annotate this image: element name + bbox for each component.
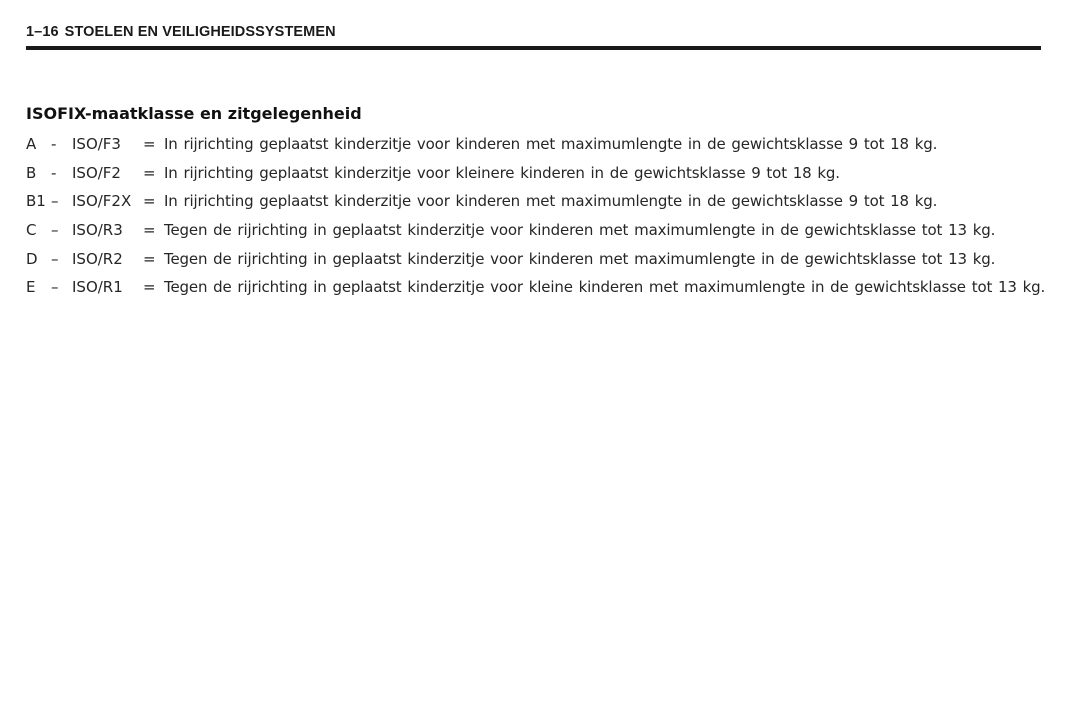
separator-dash: –: [51, 192, 59, 211]
separator-dash: –: [51, 221, 59, 240]
isofix-size-list: [26, 130, 1056, 302]
separator-dash: -: [51, 163, 57, 182]
iso-code: ISO/R1: [72, 278, 123, 297]
iso-code: ISO/R3: [72, 221, 123, 240]
header-divider: [26, 46, 1041, 50]
size-description: Tegen de rijrichting in geplaatst kinderzitje voor kinderen met maximumlengte in de gewichtsklasse tot 13 kg.: [164, 249, 996, 268]
equals-sign: =: [143, 249, 156, 268]
list-item: [26, 244, 1056, 273]
size-class: B1: [26, 192, 46, 211]
page-header: [26, 22, 1040, 42]
size-description: In rijrichting geplaatst kinderzitje voor kinderen met maximumlengte in de gewichtsklasse 9 tot 18 kg.: [164, 135, 938, 154]
size-class: D: [26, 249, 38, 268]
section-title: STOELEN EN VEILIGHEIDSSYSTEMEN: [64, 24, 336, 40]
page-number: 1–16: [26, 24, 59, 40]
size-class: C: [26, 221, 37, 240]
list-item: [26, 216, 1056, 245]
iso-code: ISO/R2: [72, 249, 123, 268]
iso-code: ISO/F3: [72, 135, 121, 154]
equals-sign: =: [143, 192, 156, 211]
equals-sign: =: [143, 135, 156, 154]
separator-dash: –: [51, 249, 59, 268]
size-description: In rijrichting geplaatst kinderzitje voor kleinere kinderen in de gewichtsklasse 9 tot 18 kg.: [164, 163, 840, 182]
list-item: [26, 130, 1056, 159]
size-description: Tegen de rijrichting in geplaatst kinderzitje voor kinderen met maximumlengte in de gewichtsklasse tot 13 kg.: [164, 221, 996, 240]
separator-dash: -: [51, 135, 57, 154]
equals-sign: =: [143, 163, 156, 182]
list-item: [26, 159, 1056, 188]
equals-sign: =: [143, 278, 156, 297]
size-description: In rijrichting geplaatst kinderzitje voor kinderen met maximumlengte in de gewichtsklasse 9 tot 18 kg.: [164, 192, 938, 211]
section-heading: ISOFIX-maatklasse en zitgelegenheid: [26, 104, 362, 123]
list-item: [26, 187, 1056, 216]
equals-sign: =: [143, 221, 156, 240]
iso-code: ISO/F2: [72, 163, 121, 182]
list-item: [26, 273, 1056, 302]
size-class: E: [26, 278, 36, 297]
header-text: [26, 22, 1040, 42]
size-description: Tegen de rijrichting in geplaatst kinderzitje voor kleine kinderen met maximumlengte in de gewichtsklasse tot 13 kg.: [164, 278, 1046, 297]
size-class: B: [26, 163, 37, 182]
separator-dash: –: [51, 278, 59, 297]
iso-code: ISO/F2X: [72, 192, 132, 211]
size-class: A: [26, 135, 37, 154]
